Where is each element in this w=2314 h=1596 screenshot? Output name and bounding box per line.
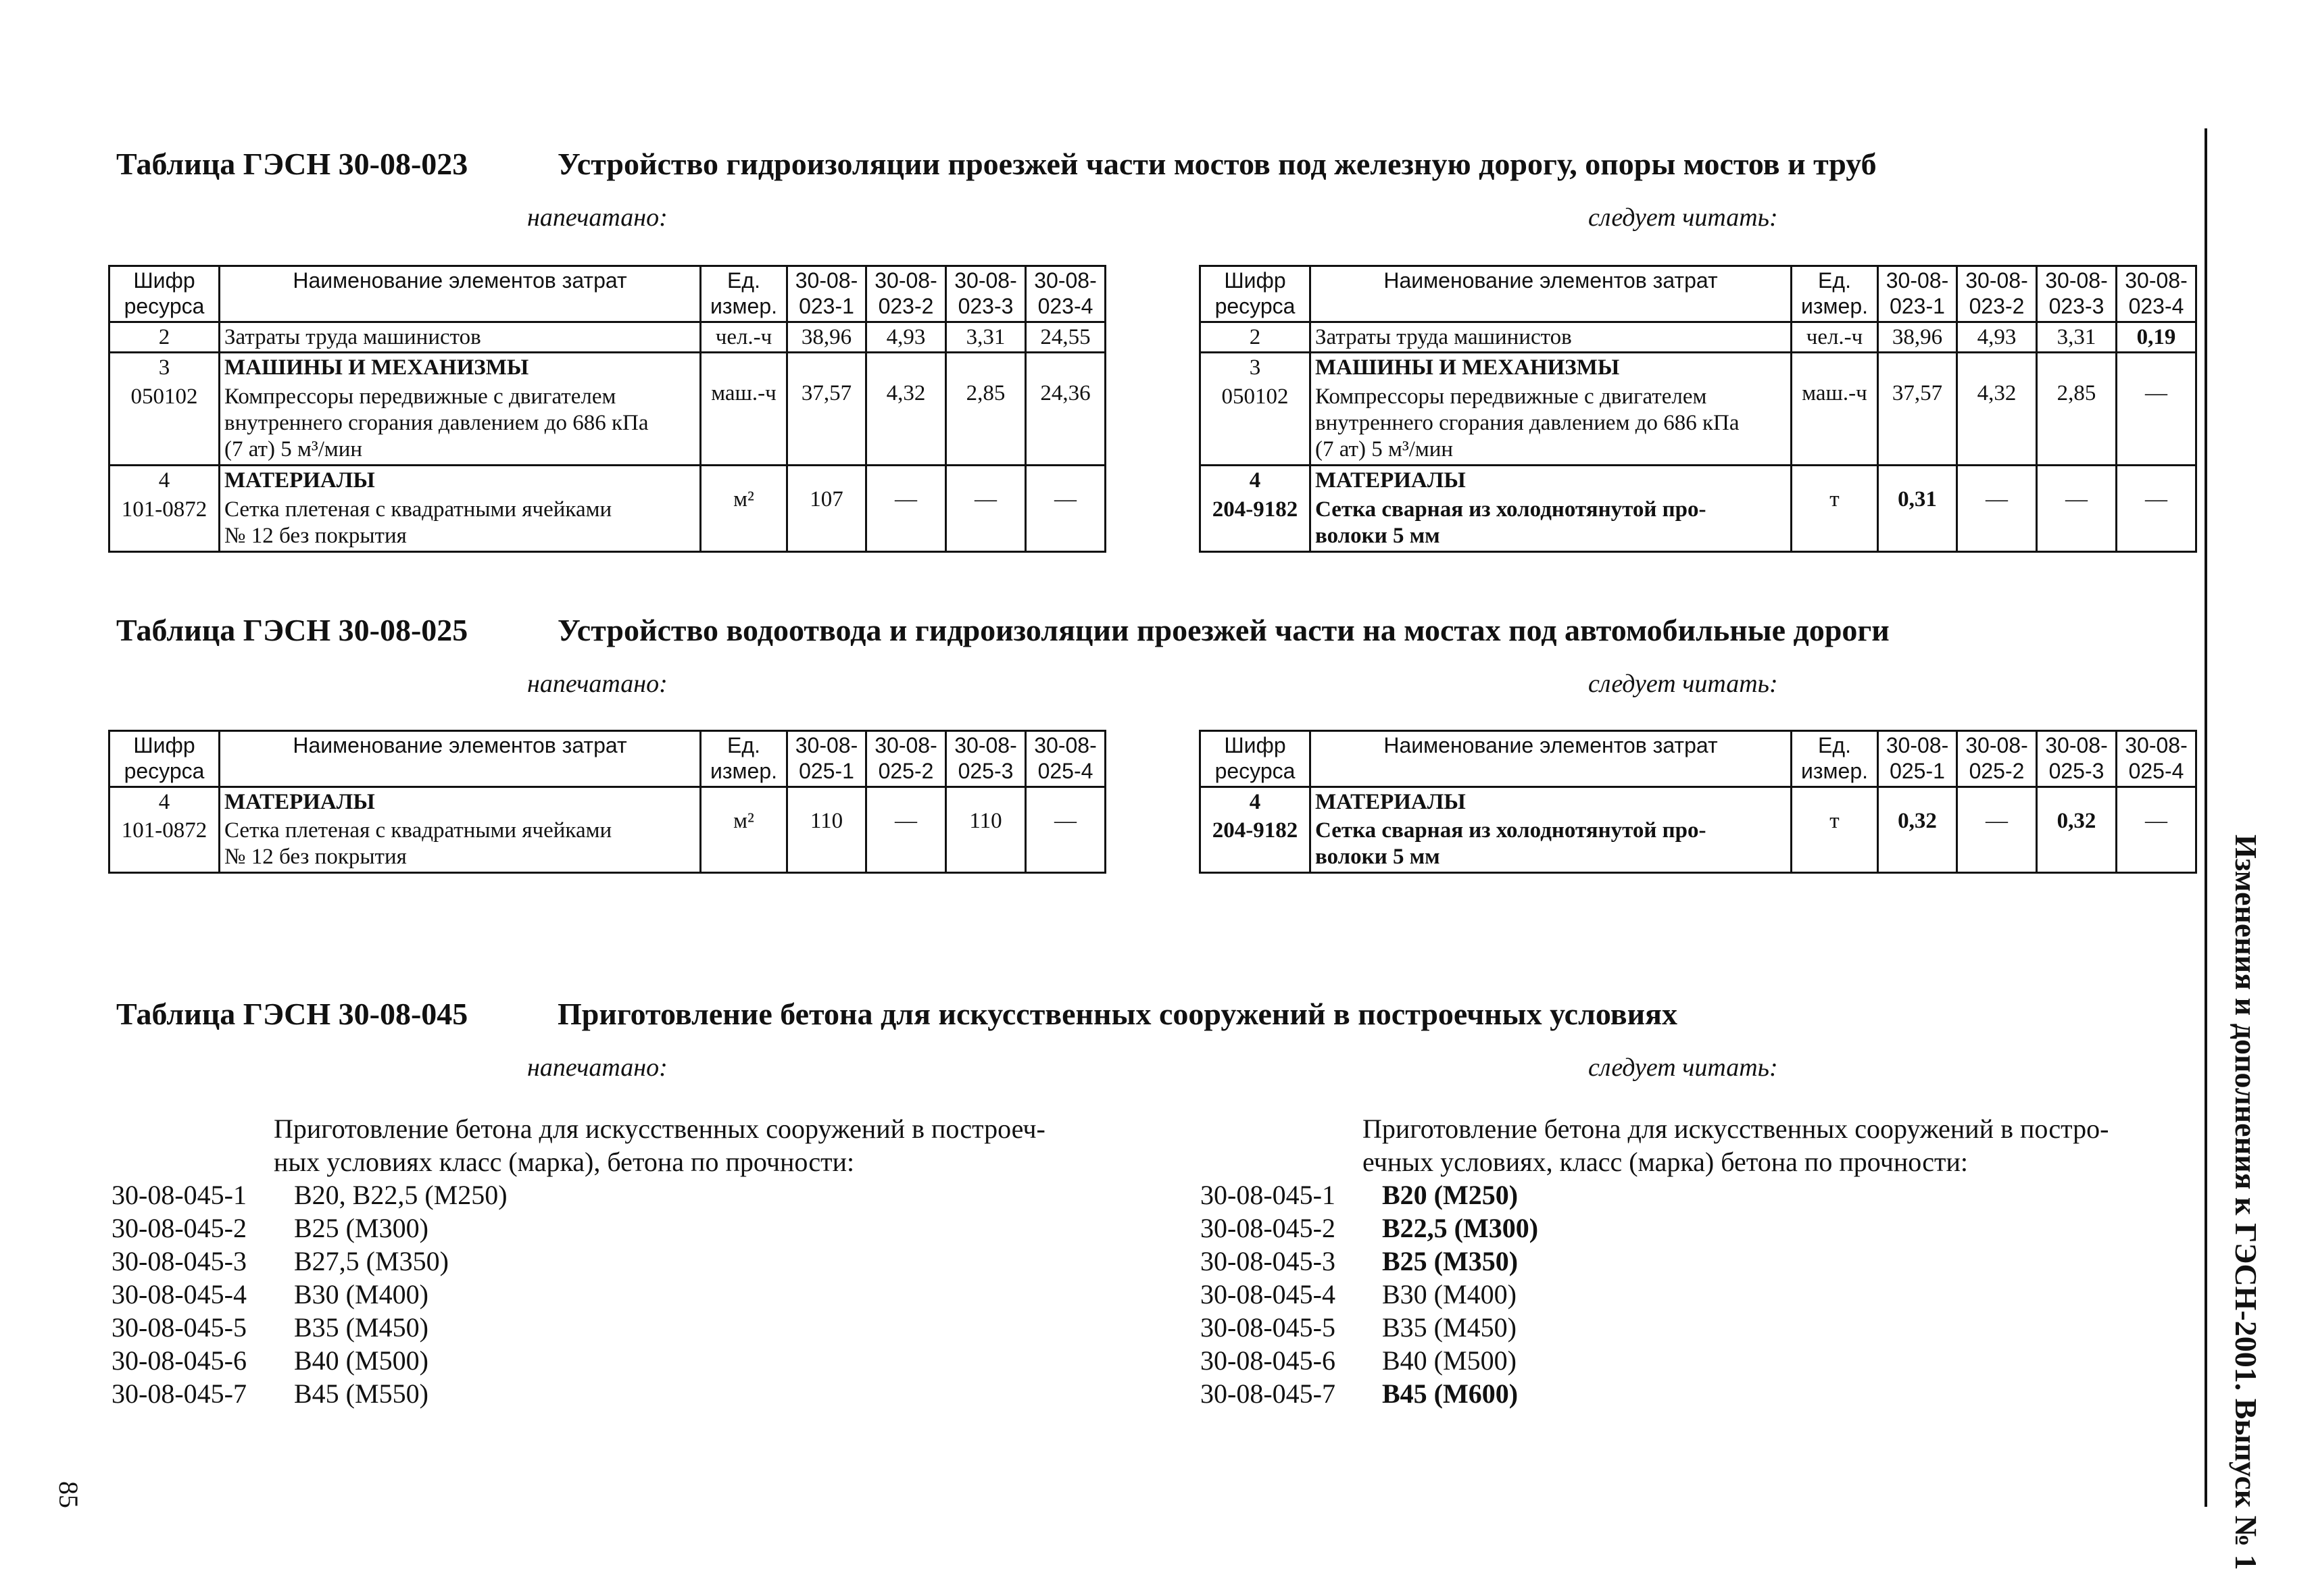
cell-section: МАШИНЫ И МЕХАНИЗМЫ bbox=[220, 353, 701, 382]
table-row bbox=[1200, 353, 2196, 382]
cell-code: 204-9182 bbox=[1200, 816, 1310, 872]
cell-value: 24,55 bbox=[1026, 322, 1106, 353]
list-item-code: 30-08-045-5 bbox=[112, 1312, 247, 1343]
head-col-2: 30-08- 023-2 bbox=[866, 266, 946, 322]
cell-value: 3,31 bbox=[2037, 322, 2117, 353]
table-023-number: Таблица ГЭСН 30-08-023 bbox=[116, 147, 468, 181]
cell-code: 3 bbox=[1200, 353, 1310, 382]
head-col-3: 30-08- 023-3 bbox=[2037, 266, 2117, 322]
table-row bbox=[109, 353, 1106, 382]
cell-value: — bbox=[1957, 466, 2037, 552]
should-read-label: следует читать: bbox=[1588, 203, 1778, 232]
list-item-code: 30-08-045-7 bbox=[1200, 1378, 1335, 1409]
cell-value: — bbox=[946, 466, 1026, 552]
list-item-code: 30-08-045-7 bbox=[112, 1378, 247, 1409]
printed-label: напечатано: bbox=[527, 670, 668, 698]
intro-line: ечных условиях, класс (марка) бетона по прочности: bbox=[1362, 1147, 1968, 1177]
cell-value: 2,85 bbox=[946, 353, 1026, 466]
side-rule bbox=[2205, 128, 2207, 1507]
cell-name: Компрессоры передвижные с двигателем внутреннего сгорания давлением до 686 кПа (7 ат) 5 м³/мин bbox=[220, 382, 701, 465]
cell-value: 110 bbox=[946, 787, 1026, 873]
list-item-code: 30-08-045-6 bbox=[112, 1345, 247, 1376]
cell-value: 110 bbox=[787, 787, 866, 873]
head-col-3: 30-08- 023-3 bbox=[946, 266, 1026, 322]
cell-name: Сетка плетеная с квадратными ячейками № 12 без покрытия bbox=[220, 816, 701, 872]
page-number: 85 bbox=[53, 1481, 84, 1508]
table-row bbox=[109, 787, 1106, 816]
head-code: Шифр ресурса bbox=[109, 266, 220, 322]
list-item-value: В20, В22,5 (М250) bbox=[294, 1180, 508, 1210]
table-023-printed bbox=[108, 265, 1106, 553]
table-025-printed bbox=[108, 730, 1106, 874]
cell-value: 4,93 bbox=[866, 322, 946, 353]
head-col-2: 30-08- 025-2 bbox=[866, 731, 946, 787]
head-col-1: 30-08- 025-1 bbox=[787, 731, 866, 787]
head-code: Шифр ресурса bbox=[109, 731, 220, 787]
cell-code: 101-0872 bbox=[109, 816, 220, 872]
cell-name: Затраты труда машинистов bbox=[220, 322, 701, 353]
cell-value: 107 bbox=[787, 466, 866, 552]
list-item-value: В22,5 (М300) bbox=[1382, 1213, 1539, 1243]
list-item-code: 30-08-045-2 bbox=[112, 1213, 247, 1243]
list-item-value: В35 (М450) bbox=[294, 1312, 428, 1343]
cell-section: МАШИНЫ И МЕХАНИЗМЫ bbox=[1310, 353, 1792, 382]
head-name: Наименование элементов затрат bbox=[220, 731, 701, 787]
list-item-code: 30-08-045-1 bbox=[1200, 1180, 1335, 1210]
head-name: Наименование элементов затрат bbox=[220, 266, 701, 322]
list-item-code: 30-08-045-4 bbox=[1200, 1279, 1335, 1310]
cell-name: Сетка сварная из холоднотянутой про- волоки 5 мм bbox=[1310, 495, 1792, 551]
list-item-value: В25 (М300) bbox=[294, 1213, 428, 1243]
cell-value: — bbox=[1957, 787, 2037, 873]
cell-value: 38,96 bbox=[787, 322, 866, 353]
intro-line: ных условиях класс (марка), бетона по прочности: bbox=[274, 1147, 855, 1177]
head-code: Шифр ресурса bbox=[1200, 731, 1310, 787]
cell-code: 4 bbox=[109, 466, 220, 495]
head-name: Наименование элементов затрат bbox=[1310, 266, 1792, 322]
head-col-1: 30-08- 023-1 bbox=[787, 266, 866, 322]
cell-value: 37,57 bbox=[787, 353, 866, 466]
cell-value: 0,32 bbox=[2037, 787, 2117, 873]
table-023-title: Устройство гидроизоляции проезжей части мостов под железную дорогу, опоры мостов и труб bbox=[558, 147, 1877, 181]
head-unit: Ед. измер. bbox=[1792, 266, 1878, 322]
cell-code: 204-9182 bbox=[1200, 495, 1310, 551]
list-item-value: В25 (М350) bbox=[1382, 1246, 1519, 1276]
cell-value: 0,31 bbox=[1878, 466, 1957, 552]
head-col-4: 30-08- 023-4 bbox=[2117, 266, 2196, 322]
list-item-code: 30-08-045-5 bbox=[1200, 1312, 1335, 1343]
cell-name: Сетка плетеная с квадратными ячейками № 12 без покрытия bbox=[220, 495, 701, 551]
cell-value: 4,32 bbox=[866, 353, 946, 466]
cell-code: 4 bbox=[1200, 466, 1310, 495]
head-col-4: 30-08- 025-4 bbox=[1026, 731, 1106, 787]
head-col-3: 30-08- 025-3 bbox=[946, 731, 1026, 787]
cell-value: 3,31 bbox=[946, 322, 1026, 353]
cell-code: 101-0872 bbox=[109, 495, 220, 551]
cell-value: — bbox=[2117, 466, 2196, 552]
cell-code: 4 bbox=[1200, 787, 1310, 816]
table-025-title: Устройство водоотвода и гидроизоляции проезжей части на мостах под автомобильные дороги bbox=[558, 613, 1890, 647]
list-item-code: 30-08-045-1 bbox=[112, 1180, 247, 1210]
head-col-2: 30-08- 025-2 bbox=[1957, 731, 2037, 787]
cell-value: 4,93 bbox=[1957, 322, 2037, 353]
head-unit: Ед. измер. bbox=[701, 266, 787, 322]
cell-code: 050102 bbox=[109, 382, 220, 465]
head-col-3: 30-08- 025-3 bbox=[2037, 731, 2117, 787]
list-item-value: В30 (М400) bbox=[1382, 1279, 1517, 1310]
cell-section: МАТЕРИАЛЫ bbox=[220, 787, 701, 816]
head-col-2: 30-08- 023-2 bbox=[1957, 266, 2037, 322]
list-item-code: 30-08-045-4 bbox=[112, 1279, 247, 1310]
cell-code: 4 bbox=[109, 787, 220, 816]
head-col-4: 30-08- 025-4 bbox=[2117, 731, 2196, 787]
cell-value: 38,96 bbox=[1878, 322, 1957, 353]
list-item-value: В27,5 (М350) bbox=[294, 1246, 449, 1276]
head-col-1: 30-08- 023-1 bbox=[1878, 266, 1957, 322]
cell-value: 37,57 bbox=[1878, 353, 1957, 466]
cell-value: — bbox=[2117, 787, 2196, 873]
cell-value: — bbox=[1026, 787, 1106, 873]
list-item-value: В45 (М550) bbox=[294, 1378, 428, 1409]
head-unit: Ед. измер. bbox=[701, 731, 787, 787]
running-title: Изменения и дополнения к ГЭСН-2001. Выпуск № 1 bbox=[2229, 834, 2263, 1570]
cell-name: Компрессоры передвижные с двигателем внутреннего сгорания давлением до 686 кПа (7 ат) 5 м³/мин bbox=[1310, 382, 1792, 465]
table-025-number: Таблица ГЭСН 30-08-025 bbox=[116, 613, 468, 647]
table-025-corrected bbox=[1199, 730, 2197, 874]
table-row bbox=[1200, 466, 2196, 495]
cell-name: Затраты труда машинистов bbox=[1310, 322, 1792, 353]
list-item-code: 30-08-045-6 bbox=[1200, 1345, 1335, 1376]
list-item-value: В40 (М500) bbox=[294, 1345, 428, 1376]
should-read-label: следует читать: bbox=[1588, 670, 1778, 698]
list-item-value: В40 (М500) bbox=[1382, 1345, 1517, 1376]
head-col-1: 30-08- 025-1 bbox=[1878, 731, 1957, 787]
cell-value: — bbox=[2037, 466, 2117, 552]
table-row bbox=[109, 322, 1106, 353]
cell-value: — bbox=[1026, 466, 1106, 552]
cell-value: 0,19 bbox=[2117, 322, 2196, 353]
cell-value: — bbox=[2117, 353, 2196, 466]
table-023-corrected bbox=[1199, 265, 2197, 553]
cell-section: МАТЕРИАЛЫ bbox=[1310, 466, 1792, 495]
intro-line: Приготовление бетона для искусственных сооружений в построеч- bbox=[274, 1114, 1045, 1144]
cell-value: 24,36 bbox=[1026, 353, 1106, 466]
table-row bbox=[1200, 322, 2196, 353]
cell-value: — bbox=[866, 466, 946, 552]
cell-unit: т bbox=[1792, 787, 1878, 873]
list-item-code: 30-08-045-3 bbox=[112, 1246, 247, 1276]
head-col-4: 30-08- 023-4 bbox=[1026, 266, 1106, 322]
table-045-number: Таблица ГЭСН 30-08-045 bbox=[116, 997, 468, 1031]
head-unit: Ед. измер. bbox=[1792, 731, 1878, 787]
printed-label: напечатано: bbox=[527, 203, 668, 232]
list-item-value: В35 (М450) bbox=[1382, 1312, 1517, 1343]
cell-section: МАТЕРИАЛЫ bbox=[1310, 787, 1792, 816]
cell-unit: м² bbox=[701, 466, 787, 552]
cell-value: — bbox=[866, 787, 946, 873]
cell-code: 2 bbox=[1200, 322, 1310, 353]
cell-unit: чел.-ч bbox=[701, 322, 787, 353]
printed-label: напечатано: bbox=[527, 1053, 668, 1082]
table-045-title: Приготовление бетона для искусственных сооружений в построечных условиях bbox=[558, 997, 1677, 1031]
cell-unit: м² bbox=[701, 787, 787, 873]
head-code: Шифр ресурса bbox=[1200, 266, 1310, 322]
cell-value: 4,32 bbox=[1957, 353, 2037, 466]
cell-unit: маш.-ч bbox=[1792, 353, 1878, 466]
table-row bbox=[109, 466, 1106, 495]
cell-section: МАТЕРИАЛЫ bbox=[220, 466, 701, 495]
list-item-value: В30 (М400) bbox=[294, 1279, 428, 1310]
cell-code: 050102 bbox=[1200, 382, 1310, 465]
intro-line: Приготовление бетона для искусственных сооружений в постро- bbox=[1362, 1114, 2109, 1144]
list-item-value: В45 (М600) bbox=[1382, 1378, 1519, 1409]
table-row bbox=[1200, 787, 2196, 816]
should-read-label: следует читать: bbox=[1588, 1053, 1778, 1082]
cell-code: 2 bbox=[109, 322, 220, 353]
list-item-code: 30-08-045-2 bbox=[1200, 1213, 1335, 1243]
cell-value: 0,32 bbox=[1878, 787, 1957, 873]
cell-value: 2,85 bbox=[2037, 353, 2117, 466]
cell-unit: т bbox=[1792, 466, 1878, 552]
list-item-code: 30-08-045-3 bbox=[1200, 1246, 1335, 1276]
cell-name: Сетка сварная из холоднотянутой про- волоки 5 мм bbox=[1310, 816, 1792, 872]
cell-unit: чел.-ч bbox=[1792, 322, 1878, 353]
cell-unit: маш.-ч bbox=[701, 353, 787, 466]
head-name: Наименование элементов затрат bbox=[1310, 731, 1792, 787]
cell-code: 3 bbox=[109, 353, 220, 382]
list-item-value: В20 (М250) bbox=[1382, 1180, 1519, 1210]
